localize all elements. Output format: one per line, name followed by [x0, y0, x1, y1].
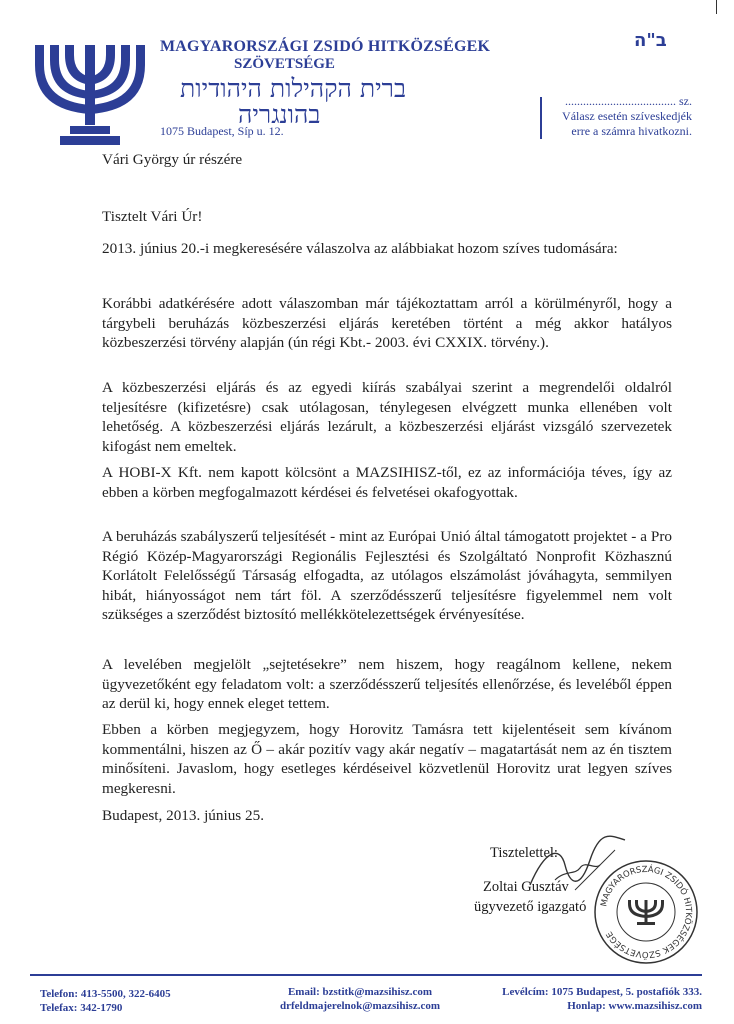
reference-box — [542, 94, 692, 139]
footer-email-block — [260, 985, 460, 1013]
reference-instruction-line2: erre a számra hivatkozni. — [571, 124, 692, 138]
recipient-line: Vári György úr részére — [102, 151, 243, 168]
paragraph: A levelében megjelölt „sejtetésekre” nem hiszem, hogy reagálnom kellene, nekem ügyvezetőként egy feladatom volt: a szerződésszerű teljesítés ellenőrzése, és leveléből éppen az derül ki, hogy ennek eleget tettem. — [102, 656, 672, 712]
paragraph: Korábbi adatkérésére adott válaszomban már tájékoztattam arról a körülményről, hogy a tárgybeli beruházás közbeszerzési eljárás keretében történt a még akkor hatályos közbeszerzési törvény alapján (ún régi Kbt.- 2003. évi CXXIX. törvény.). — [102, 295, 672, 351]
footer-address-block — [470, 985, 702, 1013]
hebrew-org-name-line1: ברית הקהילות היהודיות — [180, 74, 406, 103]
footer-mail-address: Levélcím: 1075 Budapest, 5. postafiók 333. — [502, 986, 702, 998]
footer-phone: Telefon: 413-5500, 322-6405 — [40, 988, 171, 1000]
organization-address: 1075 Budapest, Síp u. 12. — [160, 124, 284, 138]
signatory-title: ügyvezető igazgató — [474, 899, 587, 915]
paragraph: A beruházás szabályszerű teljesítését - mint az Európai Unió által támogatott projektet - a Pro Régió Közép-Magyarországi Regionális Fejlesztési és Szolgáltató Nonprofit Közhasznú Korlátolt Felelősségű Társaság elfogadta, az utólagos elszámolást jóváhagyta, semmilyen hibát, hiányosságot nem tárt föl. A szerződésszerű teljesítésre figyelemmel nem volt szükséges a szerződést biztosító mellékkötelezettségek érvényesítése. — [102, 528, 672, 623]
organization-name-suffix: SZÖVETSÉGE — [234, 56, 335, 72]
reference-number-line: ..................................... sz. — [565, 94, 692, 108]
reference-instruction-line1: Válasz esetén szíveskedjék — [562, 109, 692, 123]
paragraph: A közbeszerzési eljárás és az egyedi kiírás szabályai szerint a megrendelői oldalról teljesítésre (kifizetésre) csak utólagosan, ténylegesen elvégzett munka ellenében volt lehetőség. A közbeszerzési eljárás lezárult, a közbeszerzési eljárást vizsgáló szervezetek kifogást nem emeltek. — [102, 379, 672, 455]
closing-date: Budapest, 2013. június 25. — [102, 807, 264, 824]
footer-email-2[interactable]: drfeldmajerelnok@mazsihisz.com — [279, 1000, 441, 1012]
official-stamp — [592, 858, 700, 966]
signature-greeting: Tisztelettel: — [490, 845, 558, 861]
footer-email-1[interactable]: Email: bzstitk@mazsihisz.com — [287, 986, 433, 998]
margin-tick — [716, 0, 717, 14]
menorah-logo — [30, 40, 150, 150]
footer-fax: Telefax: 342-1790 — [40, 1002, 123, 1014]
paragraph: 2013. június 20.-i megkeresésére válaszolva az alábbiakat hozom szíves tudomására: — [102, 240, 618, 257]
bsd-mark: ב"ה — [634, 30, 667, 51]
paragraph: A HOBI-X Kft. nem kapott kölcsönt a MAZSIHISZ-től, ez az információja téves, így az ebben a körben megfogalmazott kérdései és felvetései okafogyottak. — [102, 464, 672, 501]
signatory-name: Zoltai Gusztáv — [483, 879, 569, 895]
footer-homepage[interactable]: Honlap: www.mazsihisz.com — [567, 1000, 702, 1012]
paragraph: Ebben a körben megjegyzem, hogy Horovitz Tamásra tett kijelentéseit sem kívánom kommentálni, hiszen az Ő – akár pozitív vagy akár negatív – magatartását nem az én tisztem minősíteni. Javaslom, hogy esetleges kérdéseivel közvetlenül Horovitz urat legyen szíves megkeresni. — [102, 721, 672, 797]
stamp-text: MAGYARORSZÁGI ZSIDÓ HITKÖZSÉGEK SZÖVETSÉGE — [599, 864, 694, 960]
footer-divider — [30, 974, 702, 976]
organization-name: MAGYARORSZÁGI ZSIDÓ HITKÖZSÉGEK — [160, 38, 491, 55]
hebrew-org-name-line2: בהונגריה — [238, 100, 321, 129]
footer-phone-block — [40, 987, 171, 1015]
salutation: Tisztelt Vári Úr! — [102, 208, 203, 225]
